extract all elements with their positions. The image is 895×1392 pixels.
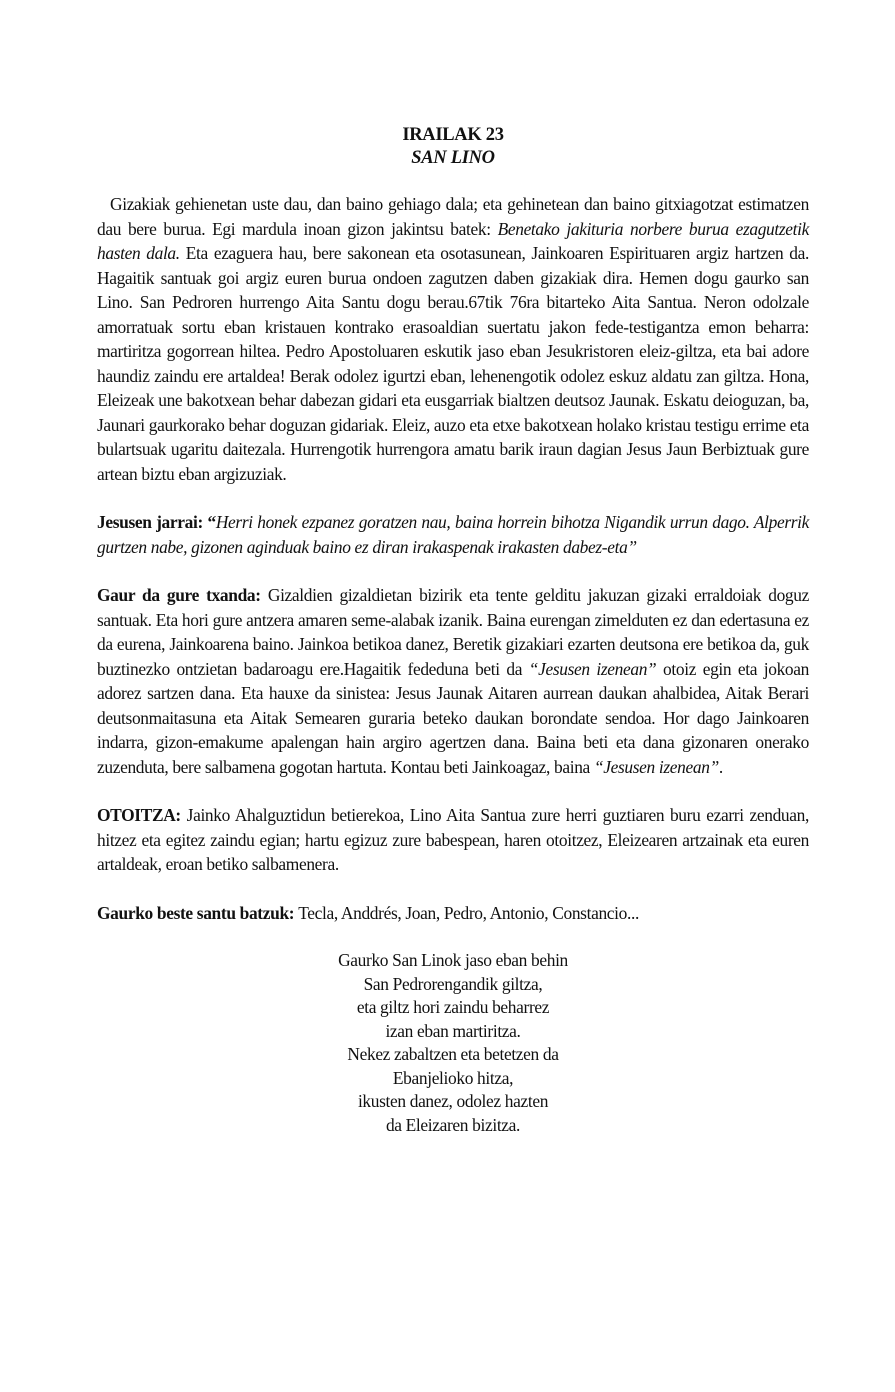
poem-line: Nekez zabaltzen eta betetzen da [347, 1044, 559, 1064]
poem-line: da Eleizaren bizitza. [385, 1114, 521, 1135]
txanda-text-2: otoiz egin eta jokoan adorez sartzen dana. Eta hauxe da sinistea: Jesus Jaunak Aitaren aurrean daukan ahalbidea, Aitak Berari deutsonmaitasuna eta Aitak Semearen guraria beteko daukan borondate sendoa. Hor dago Jainkoaren indarra, gizon-emakume apalengan hain argiro agertzen dana. Baina beti eta dana gizonaren onerako zuzenduta, bere salbamena gogotan hartuta. Kontau beti Jainkoagaz, baina [97, 658, 809, 777]
otoitza-text: Jainko Ahalguztidun betierekoa, Lino Aita Santua zure herri guztiaren buru ezarri zenduan, hitzez eta egitez zaindu egian; hartu egizuz zure babespean, haren otoitzez, Eleizearen artzainak eta euren artaldeak, eroan betiko salbamenera. [97, 805, 809, 874]
intro-paragraph [97, 192, 809, 486]
beste-santuak-text: Tecla, Anddrés, Joan, Pedro, Antonio, Constancio... [298, 902, 639, 923]
page-title: IRAILAK 23 [402, 125, 504, 145]
txanda-italic-2: “Jesusen izenean” [593, 756, 719, 777]
document-page [97, 124, 809, 1137]
intro-quote: Benetako jakituria norbere burua ezagutzetik hasten dala. [97, 218, 810, 263]
intro-text-1: Gizakiak gehienetan uste dau, dan baino gehiago dala; eta gehinetean dan baino gitxiagotzat estimatzen dau bere burua. Egi mardula inoan gizon jakintsu batek: [97, 194, 809, 239]
txanda-text-3: . [718, 756, 723, 777]
intro-text-2: Eta ezaguera hau, bere sakonean eta osotasunean, Jainkoaren Espirituaren argiz hartzen da. Hagaitik santuak goi argiz euren burua ondoen zagutzen daben gizakiak dira. Hemen dogu gaurko san Lino. San Pedroren hurrengo Aita Santu dogu berau.67tik 76ra bitarteko Aita Santua. Neron odolzale amorratuak sortu eban kristauen kontrako erasoaldian suertatu jakon fede-testigantza emon beharra: martiritza gogorrean hiltea. Pedro Apostoluaren eskutik jaso eban Jesukristoren eleiz-giltza, eta bai adore haundiz zaindu ere artaldea! Berak odolez igurtzi eban, lehenengotik odolez eskuz aldatu zan giltza. Hona, Eleizeak une bakotxean behar dabezan gidari eta eusgarriak bialtzen deutsoz Jaunak. Eskatu deioguzan, ba, Jaunari gaurkorako behar doguzan gidariak. Eleiz, auzo eta etxe bakotxean holako kristau testigu errime eta bulartsuak ugaritu daitezala. Hurrengotik hurrengora amatu barik iraun dagian Jesus Jaun Berbiztuak gure artean biztu eban argizuziak. [97, 243, 809, 484]
gaur-da-gure-txanda-paragraph [97, 583, 809, 779]
jesusen-jarrai-paragraph [97, 510, 809, 559]
poem-line: Gaurko San Linok jaso eban behin [338, 950, 568, 970]
poem-line: Ebanjelioko hitza, [392, 1067, 514, 1088]
poem [97, 949, 809, 1137]
otoitza-label: OTOITZA: [97, 805, 187, 825]
txanda-italic-1: “Jesusen izenean” [528, 658, 657, 679]
beste-santuak-paragraph [97, 901, 809, 926]
gaur-da-gure-txanda-label: Gaur da gure txanda: [97, 585, 268, 605]
poem-line: izan eban martiritza. [385, 1020, 521, 1041]
poem-line: eta giltz hori zaindu beharrez [356, 997, 550, 1017]
txanda-text-1: Gizaldien gizaldietan bizirik eta tente gelditu jakuzan gizaki erraldoiak doguz santuak. Eta hori gure antzera amaren seme-alabak izanik. Baina eurengan zimelduten ez dan edertasuna ez da eurena, Jainkoarena baino. Jainkoa betikoa danez, Beretik gizakiari ezarten deutsona ere betikoa da, guk buztinezko ontzietan badaroagu ere.Hagaitik fededuna beti da [97, 585, 809, 679]
jesusen-jarrai-quote: Herri honek ezpanez goratzen nau, baina horrein bihotza Nigandik urrun dago. Alperrik gurtzen nabe, gizonen aginduak baino ez diran irakaspenak irakasten dabez-eta” [97, 512, 810, 557]
jesusen-jarrai-label: Jesusen jarrai: [97, 512, 208, 532]
page-subtitle: SAN LINO [411, 148, 495, 168]
otoitza-paragraph [97, 803, 809, 877]
poem-line: San Pedrorengandik giltza, [363, 973, 543, 994]
open-quote: “ [207, 512, 216, 532]
poem-line: ikusten danez, odolez hazten [357, 1091, 549, 1111]
beste-santuak-label: Gaurko beste santu batzuk: [97, 902, 299, 923]
